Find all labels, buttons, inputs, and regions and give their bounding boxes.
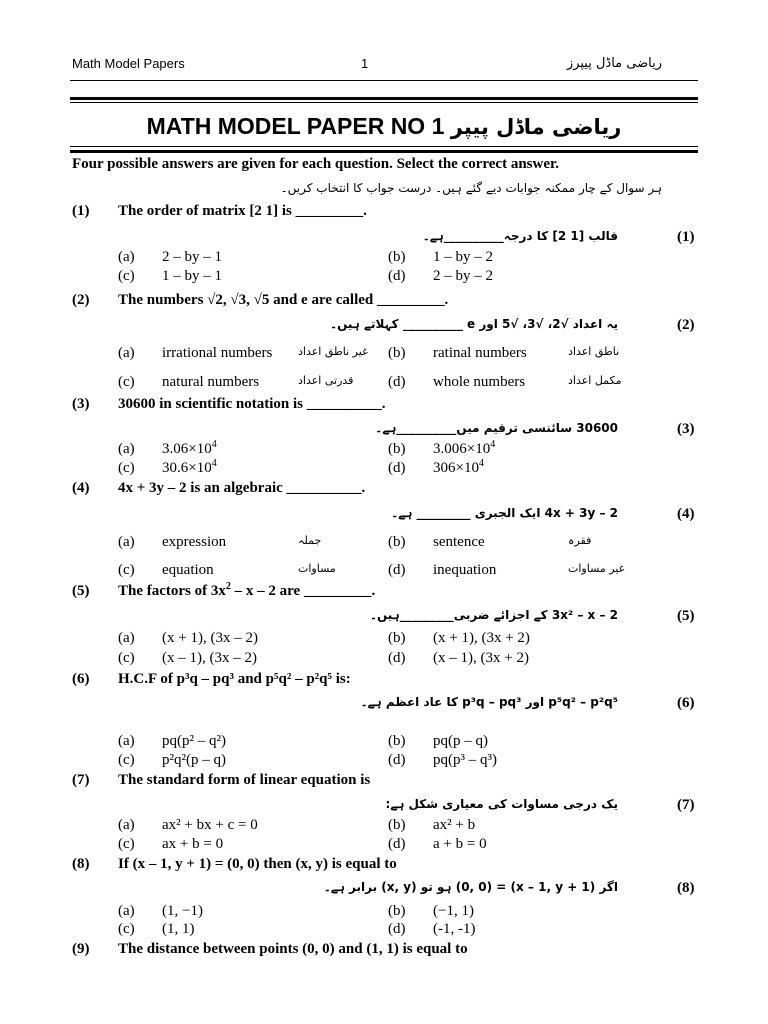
- question-2: [0, 292, 768, 308]
- option-a[interactable]: [162, 441, 217, 458]
- question-number-urdu: (7): [677, 797, 695, 813]
- option-c[interactable]: ax + b = 0: [162, 836, 224, 852]
- question-number-urdu: (2): [677, 317, 695, 333]
- option-a[interactable]: (x + 1), (3x – 2): [162, 630, 258, 646]
- question-number-urdu: (8): [677, 880, 695, 896]
- question-text: H.C.F of p³q – pq³ and p⁵q² – p²q⁵ is:: [118, 671, 351, 687]
- question-number: (4): [72, 480, 90, 496]
- option-b[interactable]: [433, 441, 495, 458]
- question-2-options-row-1: [0, 345, 768, 361]
- option-d-urdu: غیر مساوات: [568, 562, 625, 575]
- question-text: 30600 in scientific notation is __________.: [118, 396, 386, 412]
- option-b[interactable]: (x + 1), (3x + 2): [433, 630, 530, 646]
- option-d[interactable]: inequation: [433, 562, 497, 578]
- page-number: 1: [361, 56, 369, 71]
- option-a-label: (a): [118, 630, 135, 646]
- option-d-label: (d): [388, 374, 406, 390]
- question-number-urdu: (3): [677, 421, 695, 437]
- question-text-end: – x – 2 are _________.: [230, 583, 376, 599]
- option-b[interactable]: (−1, 1): [433, 903, 474, 919]
- question-8-options-row-1: [0, 903, 768, 919]
- option-b-exponent: 4: [490, 439, 496, 450]
- question-text: If (x – 1, y + 1) = (0, 0) then (x, y) is equal to: [118, 856, 397, 872]
- option-d-label: (d): [388, 836, 406, 852]
- option-b[interactable]: ax² + b: [433, 817, 476, 833]
- question-text: The numbers √2, √3, √5 and e are called _________.: [118, 292, 449, 308]
- question-6-urdu: [0, 695, 768, 711]
- option-b-label: (b): [388, 817, 406, 833]
- question-7-options-row-1: [0, 817, 768, 833]
- option-a-label: (a): [118, 903, 135, 919]
- question-5-options-row-1: [0, 630, 768, 646]
- option-d-base: 306×10: [433, 460, 479, 476]
- option-c-label: (c): [118, 921, 135, 937]
- option-a-label: (a): [118, 249, 135, 265]
- question-text-urdu: 3x² – x – 2 کے اجزائے ضربی_________ہیں۔: [369, 608, 618, 622]
- option-a[interactable]: irrational numbers: [162, 345, 273, 361]
- option-d-label: (d): [388, 268, 406, 284]
- option-c-base: 30.6×10: [162, 460, 212, 476]
- title-bottom-rule: [70, 150, 698, 153]
- option-b-label: (b): [388, 630, 406, 646]
- question-number-urdu: (6): [677, 695, 695, 711]
- option-a-label: (a): [118, 733, 135, 749]
- option-b[interactable]: ratinal numbers: [433, 345, 527, 361]
- header-divider: [70, 80, 698, 81]
- question-7-options-row-2: [0, 836, 768, 852]
- option-a-label: (a): [118, 345, 135, 361]
- question-number: (1): [72, 203, 90, 219]
- question-text-urdu: یہ اعداد √2، √3، √5 اور e __________ کہلاتے ہیں۔: [330, 317, 618, 331]
- question-text-urdu: 30600 سائنسی ترقیم میں__________ہے۔: [375, 421, 618, 435]
- question-6-options-row-1: [0, 733, 768, 749]
- option-c-urdu: قدرتی اعداد: [298, 374, 354, 387]
- question-5-options-row-2: [0, 650, 768, 666]
- question-text-urdu: p⁵q² – p²q⁵ اور p³q – pq³ کا عاد اعظم ہے۔: [360, 695, 618, 709]
- question-number-urdu: (1): [677, 229, 695, 245]
- question-text: The distance between points (0, 0) and (1, 1) is equal to: [118, 941, 468, 957]
- question-5-urdu: [0, 608, 768, 624]
- question-5: [0, 581, 768, 599]
- question-3: [0, 396, 768, 412]
- instructions-english: Four possible answers are given for each question. Select the correct answer.: [72, 156, 560, 172]
- question-text: The order of matrix [2 1] is _________.: [118, 203, 367, 219]
- option-b-label: (b): [388, 345, 406, 361]
- option-d-label: (d): [388, 752, 406, 768]
- option-d-exponent: 4: [478, 458, 484, 469]
- option-b-base: 3.006×10: [433, 441, 491, 457]
- option-b[interactable]: pq(p – q): [433, 733, 488, 749]
- question-9: [0, 941, 768, 957]
- option-d-label: (d): [388, 650, 406, 666]
- option-d[interactable]: [433, 460, 484, 477]
- option-d-label: (d): [388, 562, 406, 578]
- option-b-label: (b): [388, 903, 406, 919]
- question-1: [0, 203, 768, 219]
- question-text: [118, 583, 375, 600]
- option-d[interactable]: pq(p³ – q³): [433, 752, 497, 768]
- option-c-label: (c): [118, 562, 135, 578]
- question-text-urdu: اگر (x – 1, y + 1) = (0, 0) ہو تو (x, y) برابر ہے۔: [323, 880, 618, 894]
- option-d[interactable]: 2 – by – 2: [433, 268, 493, 284]
- option-c-exponent: 4: [211, 458, 217, 469]
- question-1-options-row-1: [0, 249, 768, 265]
- question-2-options-row-2: [0, 374, 768, 390]
- option-a[interactable]: 2 – by – 1: [162, 249, 222, 265]
- option-d-label: (d): [388, 921, 406, 937]
- question-1-options-row-2: [0, 268, 768, 284]
- option-c-urdu: مساوات: [298, 562, 336, 575]
- instructions-urdu: ہر سوال کے چار ممکنہ جوابات دیے گئے ہیں۔ درست جواب کا انتخاب کریں۔: [280, 181, 662, 195]
- question-number-urdu: (4): [677, 506, 695, 522]
- page-title-english: MATH MODEL PAPER NO 1: [146, 113, 445, 139]
- option-c-label: (c): [118, 752, 135, 768]
- question-text-exponent: 2: [225, 581, 231, 592]
- question-number: (9): [72, 941, 90, 957]
- title-top-rule-thin: [70, 102, 698, 103]
- question-4-urdu: [0, 506, 768, 522]
- option-c-label: (c): [118, 460, 135, 476]
- option-d[interactable]: (-1, -1): [433, 921, 476, 937]
- question-7: [0, 772, 768, 788]
- question-1-urdu: [0, 229, 768, 245]
- question-number: (6): [72, 671, 90, 687]
- question-4-options-row-2: [0, 562, 768, 578]
- title-top-rule: [70, 97, 698, 100]
- option-a[interactable]: expression: [162, 534, 227, 550]
- option-c[interactable]: [162, 460, 217, 477]
- question-text-urdu: قالب [1 2] کا درجہ__________ہے۔: [422, 229, 618, 243]
- option-c[interactable]: (x – 1), (3x – 2): [162, 650, 257, 666]
- question-number-urdu: (5): [677, 608, 695, 624]
- question-7-urdu: [0, 797, 768, 813]
- question-text-urdu: یک درجی مساوات کی معیاری شکل ہے:: [385, 797, 618, 811]
- question-2-urdu: [0, 317, 768, 333]
- option-b[interactable]: sentence: [433, 534, 485, 550]
- option-a-urdu: غیر ناطق اعداد: [298, 345, 368, 358]
- question-4-options-row-1: [0, 534, 768, 550]
- question-text-start: The factors of 3x: [118, 583, 226, 599]
- option-a-base: 3.06×10: [162, 441, 212, 457]
- option-c[interactable]: natural numbers: [162, 374, 260, 390]
- option-c[interactable]: (1, 1): [162, 921, 195, 937]
- page-title-urdu: ریاضی ماڈل پیپر: [450, 115, 622, 139]
- option-a-label: (a): [118, 817, 135, 833]
- option-a-label: (a): [118, 534, 135, 550]
- question-text-urdu: 4x + 3y – 2 ایک الجبری _________ ہے۔: [391, 506, 618, 520]
- option-a[interactable]: (1, −1): [162, 903, 203, 919]
- option-b[interactable]: 1 – by – 2: [433, 249, 493, 265]
- option-c-label: (c): [118, 650, 135, 666]
- question-text: 4x + 3y – 2 is an algebraic __________.: [118, 480, 366, 496]
- option-b-label: (b): [388, 249, 406, 265]
- question-4: [0, 480, 768, 496]
- question-number: (7): [72, 772, 90, 788]
- question-number: (5): [72, 583, 90, 599]
- question-3-urdu: [0, 421, 768, 437]
- option-c-label: (c): [118, 374, 135, 390]
- question-8-options-row-2: [0, 921, 768, 937]
- option-a-label: (a): [118, 441, 135, 457]
- question-6: [0, 671, 768, 687]
- question-number: (8): [72, 856, 90, 872]
- option-b-urdu: فقرہ: [568, 534, 592, 547]
- option-a-exponent: 4: [211, 439, 217, 450]
- question-number: (3): [72, 396, 90, 412]
- title-bottom-rule-thin: [70, 146, 698, 147]
- option-d[interactable]: a + b = 0: [433, 836, 487, 852]
- question-number: (2): [72, 292, 90, 308]
- question-6-options-row-2: [0, 752, 768, 768]
- option-c[interactable]: p²q²(p – q): [162, 752, 226, 768]
- question-8: [0, 856, 768, 872]
- option-d-urdu: مکمل اعداد: [568, 374, 622, 387]
- option-d[interactable]: (x – 1), (3x + 2): [433, 650, 529, 666]
- option-b-label: (b): [388, 441, 406, 457]
- header-title-urdu: ریاضی ماڈل پیپرز: [566, 56, 662, 71]
- option-b-label: (b): [388, 733, 406, 749]
- option-c[interactable]: equation: [162, 562, 214, 578]
- option-d-label: (d): [388, 460, 406, 476]
- question-8-urdu: [0, 880, 768, 896]
- option-d[interactable]: whole numbers: [433, 374, 526, 390]
- option-a[interactable]: pq(p² – q²): [162, 733, 226, 749]
- option-c[interactable]: 1 – by – 1: [162, 268, 222, 284]
- header-title: Math Model Papers: [72, 56, 185, 71]
- option-b-label: (b): [388, 534, 406, 550]
- option-a-urdu: جملہ: [298, 534, 322, 547]
- option-b-urdu: ناطق اعداد: [568, 345, 620, 358]
- question-text: The standard form of linear equation is: [118, 772, 371, 788]
- page-title: [0, 113, 768, 140]
- option-c-label: (c): [118, 268, 135, 284]
- option-c-label: (c): [118, 836, 135, 852]
- option-a[interactable]: ax² + bx + c = 0: [162, 817, 258, 833]
